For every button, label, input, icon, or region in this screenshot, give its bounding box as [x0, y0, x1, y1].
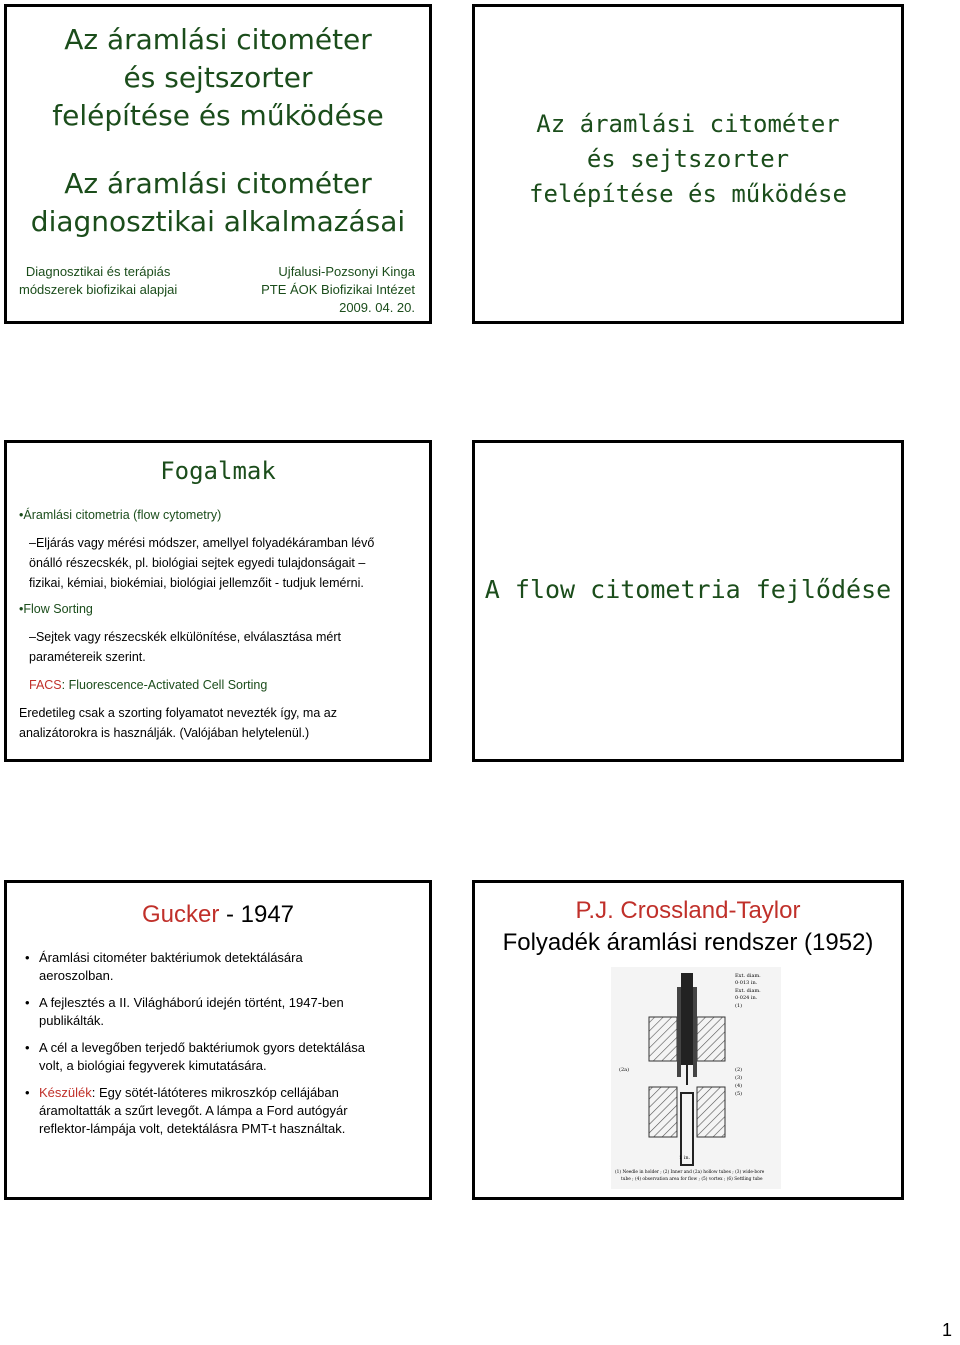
inner-tube-right	[693, 987, 697, 1077]
figure-caption-1: (1) Needle in holder ; (2) Inner and (2a) hollow tubes ; (3) wide-bore	[615, 1170, 765, 1175]
lower-block-left	[649, 1087, 677, 1137]
label-2a: (2a)	[619, 1067, 630, 1073]
slide-4-title: A flow citometria fejlődése	[484, 575, 892, 604]
label-diam-1: 0·013 in.	[735, 980, 758, 986]
inner-tube	[677, 987, 681, 1077]
label-diam-2: 0·024 in.	[735, 995, 758, 1001]
slide-6	[472, 880, 904, 1200]
label-1: (1)	[735, 1003, 743, 1009]
slide-4	[472, 440, 904, 762]
flow-apparatus-figure	[611, 967, 781, 1189]
slide-6-title: P.J. Crossland-Taylor Folyadék áramlási rendszer (1952)	[502, 897, 874, 956]
label-ext-diam-2: Ext. diam.	[735, 988, 761, 994]
label-2: (2)	[735, 1067, 743, 1073]
slide-3-title: Fogalmak	[160, 457, 276, 485]
slide-1-author: Ujfalusi-Pozsonyi Kinga PTE ÁOK Biofizikai Intézet 2009. 04. 20.	[261, 264, 415, 315]
label-5: (5)	[735, 1091, 743, 1097]
slide-3-body: •Áramlási citometria (flow cytometry) –Eljárás vagy mérési módszer, amellyel folyadékáramban lévő önálló részecskék, pl. biológiai sejtek egyedi tulajdonságait – fizikai, kémiai, biokémiai, biológiai jellemzőit - tudjuk lemérni. •Flow Sorting –Sejtek vagy részecskék elkülönítése, elválasztása mért paramétereik szerint. FACS: Fluorescence-Activated Cell Sorting Eredetileg csak a szorting folyamatot nevezték így, ma az analizátorokra is használják. (Valójában helytelenül.)	[19, 508, 375, 740]
slide-5-body: • Áramlási citométer baktériumok detektálására aeroszolban. • A fejlesztés a II. Világháború idején történt, 1947-ben publikálták. • A cél a levegőben terjedő baktériumok gyors detektálása volt, a biológiai fegyverek kimutatására. • Készülék: Egy sötét-látóteres mikroszkóp cellájában áramoltatták a szűrt levegőt. A lámpa a Ford autógyár reflektor-lámpája volt, detektálásra PMT-t használtak.	[25, 950, 365, 1136]
slide-1	[4, 4, 432, 324]
slide-2	[472, 4, 904, 324]
slide-3	[4, 440, 432, 762]
upper-block-left	[649, 1017, 677, 1061]
lower-block-right	[697, 1087, 725, 1137]
needle	[681, 973, 693, 1065]
slide-2-title: Az áramlási citométer és sejtszorter felépítése és működése	[529, 110, 847, 208]
slide-1-course: Diagnosztikai és terápiás módszerek biofizikai alapjai	[19, 264, 178, 297]
slide-5-title: Gucker - 1947	[141, 901, 295, 928]
slide-1-title: Az áramlási citométer és sejtszorter felépítése és működése	[52, 23, 384, 132]
label-scale: 1 in.	[679, 1155, 691, 1161]
figure-caption-2: tube ; (4) observation area for flow ; (5) vortex ; (6) Settling tube	[621, 1177, 763, 1182]
slide-1-subtitle: Az áramlási citométer diagnosztikai alkalmazásai	[30, 167, 406, 238]
label-ext-diam-1: Ext. diam.	[735, 973, 761, 979]
label-4: (4)	[735, 1083, 743, 1089]
slide-5	[4, 880, 432, 1200]
page-number: 1	[941, 1320, 952, 1340]
upper-block-right	[697, 1017, 725, 1061]
label-3: (3)	[735, 1075, 743, 1081]
